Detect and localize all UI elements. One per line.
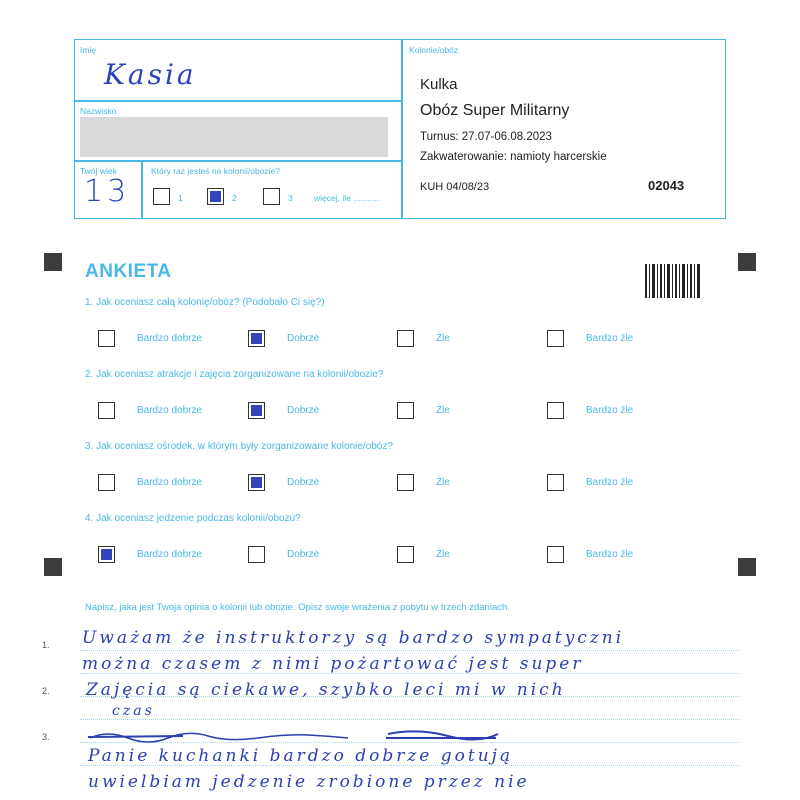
question-3-option-label: Źle: [436, 477, 450, 488]
question-1-option-label: Źle: [436, 333, 450, 344]
opinion-line: [80, 719, 740, 720]
question-4-checkbox-1[interactable]: [98, 546, 115, 563]
question-3-checkbox-2[interactable]: [248, 474, 265, 491]
question-1-checkbox-3[interactable]: [397, 330, 414, 347]
question-2-option-label: Bardzo źle: [586, 405, 634, 416]
question-2-checkbox-4[interactable]: [547, 402, 564, 419]
question-2-option-label: Źle: [436, 405, 450, 416]
question-3-checkbox-3[interactable]: [397, 474, 414, 491]
question-4-option-label: Bardzo źle: [586, 549, 634, 560]
times-checkbox-2[interactable]: [207, 188, 224, 205]
question-2-option-label: Dobrze: [287, 405, 320, 416]
opinion-prompt: Napisz, jaka jest Twoja opinia o kolonii lub obozie. Opisz swoje wrażenia z pobytu w trzech zdaniach.: [85, 602, 510, 613]
opinion-handwriting-line-5: Panie kuchanki bardzo dobrze gotują: [88, 746, 514, 766]
surname-redacted: [80, 117, 388, 157]
opinion-number-3: 3.: [42, 732, 50, 742]
question-4-text: 4. Jak oceniasz jedzenie podczas kolonii/obozu?: [85, 513, 301, 524]
times-option-1: 1: [178, 193, 183, 203]
camp-name: Obóz Super Militarny: [420, 102, 570, 119]
opinion-handwriting-line-2: można czasem z nimi pożartować jest super: [82, 654, 584, 674]
times-option-2: 2: [232, 193, 237, 203]
question-3-text: 3. Jak oceniasz ośrodek, w którym były zorganizowane kolonie/obóz?: [85, 441, 393, 452]
question-4-checkbox-4[interactable]: [547, 546, 564, 563]
question-1-option-label: Bardzo dobrze: [137, 333, 203, 344]
camp-label: Kolonie/obóz: [409, 45, 459, 55]
registration-marker-tl: [44, 253, 62, 271]
camp-org: Kulka: [420, 76, 458, 93]
opinion-number-1: 1.: [42, 640, 50, 650]
camp-accommodation: Zakwaterowanie: namioty harcerskie: [420, 151, 607, 163]
question-4-checkbox-2[interactable]: [248, 546, 265, 563]
opinion-handwriting-line-1: Uważam że instruktorzy są bardzo sympatyczni: [82, 628, 625, 648]
question-2-checkbox-1[interactable]: [98, 402, 115, 419]
surname-label: Nazwisko: [80, 106, 117, 116]
times-checkbox-1[interactable]: [153, 188, 170, 205]
crossed-out-scribble: [88, 726, 508, 748]
divider-surname: [74, 160, 402, 162]
question-1-option-label: Dobrze: [287, 333, 320, 344]
question-1-checkbox-2[interactable]: [248, 330, 265, 347]
divider-name: [74, 100, 402, 102]
question-4-checkbox-3[interactable]: [397, 546, 414, 563]
age-label: Twój wiek: [80, 166, 117, 176]
age-value: 13: [84, 174, 131, 209]
question-1-checkbox-4[interactable]: [547, 330, 564, 347]
survey-title: ANKIETA: [85, 261, 172, 282]
times-option-more: więcej, ile ...........: [314, 193, 380, 203]
opinion-handwriting-line-3: Zajęcia są ciekawe, szybko leci mi w nich: [86, 680, 566, 700]
question-3-checkbox-4[interactable]: [547, 474, 564, 491]
camp-turnus: Turnus: 27.07-06.08.2023: [420, 131, 552, 143]
question-3-option-label: Dobrze: [287, 477, 320, 488]
name-label: Imię: [80, 45, 97, 55]
times-label: Który raz jesteś na kolonii/obozie?: [151, 166, 280, 176]
question-4-option-label: Źle: [436, 549, 450, 560]
question-2-option-label: Bardzo dobrze: [137, 405, 203, 416]
header-divider: [401, 39, 403, 219]
camp-number: 02043: [648, 178, 685, 193]
divider-age: [141, 160, 143, 219]
question-2-checkbox-3[interactable]: [397, 402, 414, 419]
question-2-text: 2. Jak oceniasz atrakcje i zajęcia zorganizowane na kolonii/obozie?: [85, 369, 384, 380]
barcode: [645, 264, 701, 298]
question-1-text: 1. Jak oceniasz całą kolonię/obóz? (Podobało Ci się?): [85, 297, 325, 308]
question-1-option-label: Bardzo źle: [586, 333, 634, 344]
registration-marker-br: [738, 558, 756, 576]
question-4-option-label: Bardzo dobrze: [137, 549, 203, 560]
question-4-option-label: Dobrze: [287, 549, 320, 560]
question-3-option-label: Bardzo dobrze: [137, 477, 203, 488]
registration-marker-bl: [44, 558, 62, 576]
name-value: Kasia: [104, 58, 197, 91]
times-checkbox-3[interactable]: [263, 188, 280, 205]
opinion-handwriting-line-6: uwielbiam jedzenie zrobione przez nie: [88, 772, 530, 792]
question-2-checkbox-2[interactable]: [248, 402, 265, 419]
opinion-line: [80, 650, 740, 651]
times-option-3: 3: [288, 193, 293, 203]
question-1-checkbox-1[interactable]: [98, 330, 115, 347]
opinion-handwriting-line-4: czas: [112, 703, 155, 719]
camp-code: KUH 04/08/23: [420, 181, 490, 193]
question-3-checkbox-1[interactable]: [98, 474, 115, 491]
question-3-option-label: Bardzo źle: [586, 477, 634, 488]
opinion-number-2: 2.: [42, 686, 50, 696]
registration-marker-tr: [738, 253, 756, 271]
